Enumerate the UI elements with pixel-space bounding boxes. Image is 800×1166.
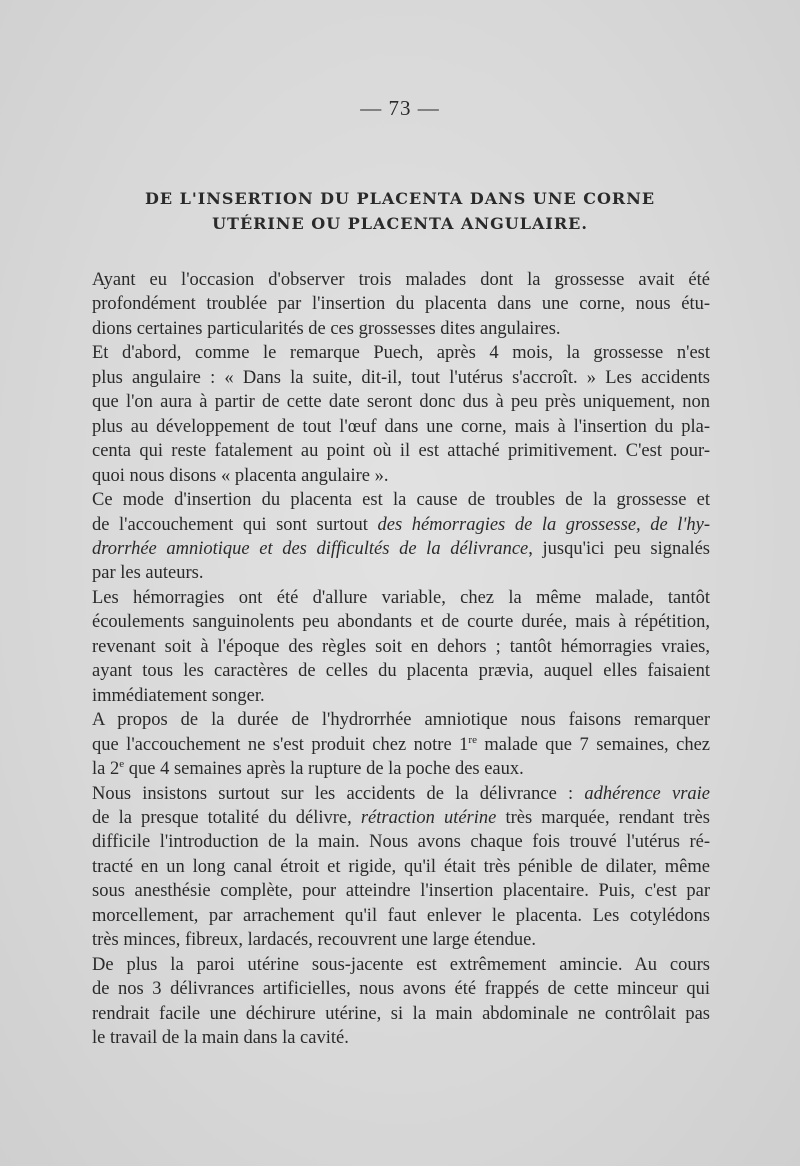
italic-run: des hémorragies de la grossesse, de l'hy- (377, 514, 710, 535)
text-line: que l'on aura à partir de cette date seront donc dus à peu près uniquement, non (92, 392, 710, 413)
italic-run: drorrhée amniotique et des difficultés de la délivrance (92, 538, 529, 559)
text-run: de la presque totalité du délivre, (92, 807, 361, 828)
title-line-2: UTÉRINE OU PLACENTA ANGULAIRE. (212, 214, 588, 233)
text-line: sous anesthésie complète, pour atteindre l'insertion placentaire. Puis, c'est par (92, 881, 710, 902)
text-line (60, 782, 710, 806)
text-line (60, 757, 710, 781)
paragraph-7 (60, 953, 710, 1051)
italic-run: rétraction utérine (360, 807, 497, 828)
text-line: difficile l'introduction de la main. Nous avons chaque fois trouvé l'utérus ré- (92, 832, 710, 853)
text-line: par les auteurs. (92, 563, 204, 584)
text-line: Les hémorragies ont été d'allure variable, chez la même malade, tantôt (92, 587, 710, 608)
text-line: très minces, fibreux, lardacés, recouvrent une large étendue. (92, 930, 536, 951)
paragraph-2 (60, 341, 710, 488)
text-line: rendrait facile une déchirure utérine, si la main abdominale ne contrôlait pas (92, 1003, 710, 1024)
text-line: centa qui reste fatalement au point où il est attaché primitivement. C'est pour- (92, 441, 710, 462)
title-line-1: DE L'INSERTION DU PLACENTA DANS UNE CORNE (144, 189, 656, 208)
text-run: que 4 semaines après la rupture de la poche des eaux. (124, 759, 524, 780)
text-line: revenant soit à l'époque des règles soit en dehors ; tantôt hémorragies vraies, (92, 636, 710, 657)
text-line: Ayant eu l'occasion d'observer trois malades dont la grossesse avait été (92, 270, 710, 290)
superscript: re (468, 733, 477, 746)
text-line: morcellement, par arrachement qu'il faut enlever le placenta. Les cotylédons (92, 905, 710, 926)
text-line: ayant tous les caractères de celles du placenta prævia, auquel elles faisaient (92, 661, 710, 682)
page-number: — 73 — (360, 96, 440, 120)
text-run: Nous insistons surtout sur les accidents de la délivrance : (92, 783, 585, 804)
text-line: quoi nous disons « placenta angulaire ». (92, 465, 389, 486)
italic-run: adhérence vraie (584, 783, 710, 804)
text-line: A propos de la durée de l'hydrorrhée amniotique nous faisons remarquer (92, 710, 710, 731)
text-line: profondément troublée par l'insertion du placenta dans une corne, nous étu- (92, 294, 710, 315)
text-line: Ce mode d'insertion du placenta est la cause de troubles de la grossesse et (92, 490, 710, 511)
text-line (60, 513, 710, 537)
chapter-title (60, 186, 740, 236)
text-line (60, 537, 710, 561)
paragraph-6 (60, 782, 710, 953)
text-line: plus au développement de tout l'œuf dans une corne, mais à l'insertion du pla- (92, 416, 710, 437)
text-line: de nos 3 délivrances artificielles, nous avons été frappés de cette minceur qui (92, 979, 710, 1000)
text-line: dions certaines particularités de ces grossesses dites angulaires. (92, 318, 561, 339)
text-line: écoulements sanguinolents peu abondants et de courte durée, mais à répétition, (92, 612, 710, 633)
text-line: Et d'abord, comme le remarque Puech, après 4 mois, la grossesse n'est (92, 343, 710, 364)
text-run: que l'accouchement ne s'est produit chez notre 1 (92, 734, 469, 755)
text-line (60, 733, 710, 757)
text-run: , jusqu'ici peu signalés (528, 538, 710, 559)
text-line: De plus la paroi utérine sous-jacente est extrêmement amincie. Au cours (92, 954, 710, 975)
superscript: e (119, 757, 125, 770)
text-line: immédiatement songer. (92, 685, 265, 706)
text-line: tracté en un long canal étroit et rigide, qu'il était très pénible de dilater, même (92, 856, 710, 877)
text-line: le travail de la main dans la cavité. (92, 1028, 349, 1049)
paragraph-1 (60, 268, 710, 341)
body-text (60, 268, 710, 1051)
text-run: très marquée, rendant très (496, 807, 710, 828)
text-run: de l'accouchement qui sont surtout (92, 514, 378, 535)
text-run: la 2 (92, 759, 120, 780)
paragraph-5 (60, 708, 710, 781)
text-line (60, 806, 710, 830)
paragraph-4 (60, 586, 710, 708)
text-line: plus angulaire : « Dans la suite, dit-il, tout l'utérus s'accroît. » Les accidents (92, 367, 710, 388)
text-run: malade que 7 semaines, chez (476, 734, 710, 755)
paragraph-3 (60, 488, 710, 586)
